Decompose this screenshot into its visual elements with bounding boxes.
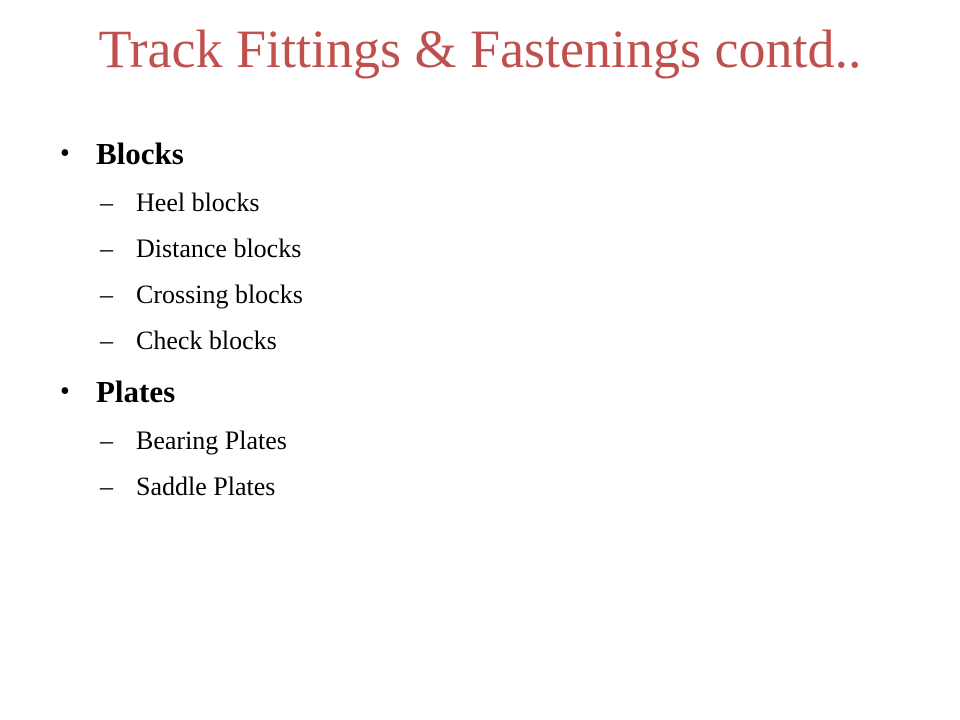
bullet-icon: •: [60, 138, 70, 169]
list-item-text: Distance blocks: [136, 234, 302, 263]
section-heading: [60, 368, 920, 416]
section-plates: [60, 368, 920, 510]
slide-title: Track Fittings & Fastenings contd..: [98, 19, 862, 79]
dash-icon: –: [100, 426, 113, 455]
dash-icon: –: [100, 326, 113, 355]
slide-content: [60, 130, 920, 514]
list-item-text: Crossing blocks: [136, 280, 303, 309]
list-item-text: Bearing Plates: [136, 426, 287, 455]
section-heading: [60, 130, 920, 178]
bullet-icon: •: [60, 376, 70, 407]
list-item-text: Heel blocks: [136, 188, 260, 217]
list-item-text: Check blocks: [136, 326, 277, 355]
section-heading-text: Plates: [96, 374, 176, 409]
list-item: [60, 272, 920, 318]
list-item: [60, 180, 920, 226]
list-item: [60, 226, 920, 272]
list-item: [60, 318, 920, 364]
dash-icon: –: [100, 234, 113, 263]
dash-icon: –: [100, 472, 113, 501]
list-item: [60, 418, 920, 464]
list-item-text: Saddle Plates: [136, 472, 276, 501]
list-item: [60, 464, 920, 510]
section-blocks: [60, 130, 920, 364]
dash-icon: –: [100, 280, 113, 309]
section-heading-text: Blocks: [96, 136, 184, 171]
dash-icon: –: [100, 188, 113, 217]
